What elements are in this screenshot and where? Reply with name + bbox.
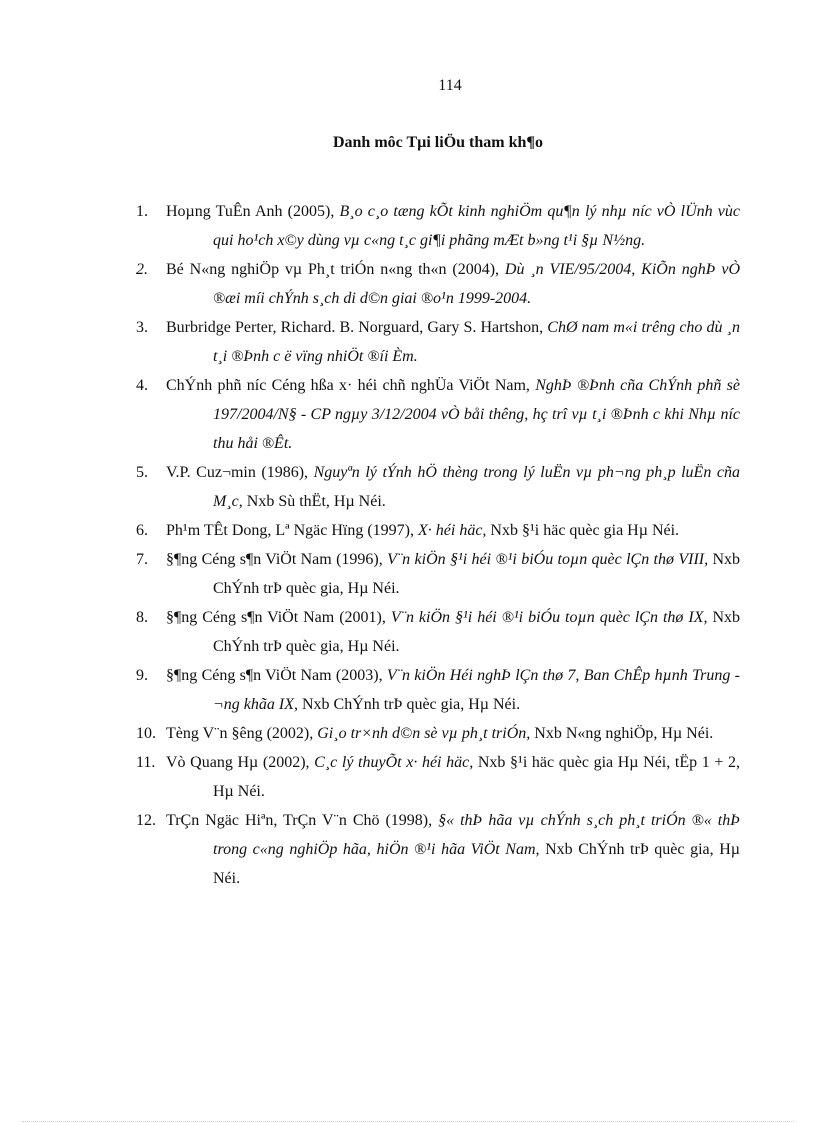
- reference-title: §« thÞ hãa vµ chÝnh s¸ch ph¸t triÓn ®« thÞ trong c«ng nghiÖp hãa, hiÖn ®¹i hãa ViÖt Nam,: [213, 812, 740, 858]
- reference-number: 12.: [136, 812, 156, 829]
- reference-item: [136, 516, 740, 545]
- reference-item: [136, 603, 740, 661]
- reference-authors: V.P. Cuz¬min (1986),: [166, 464, 314, 481]
- reference-number: 4.: [136, 377, 148, 394]
- reference-title: V¨n kiÖn §¹i héi ®¹i biÓu toµn quèc lÇn thø VIII,: [387, 551, 709, 568]
- reference-number: 5.: [136, 464, 148, 481]
- reference-number: 6.: [136, 522, 148, 539]
- reference-title: Nguyªn lý tÝnh hÖ thèng trong lý luËn vµ ph¬ng ph¸p luËn cña M¸c: [213, 464, 740, 510]
- reference-publisher: Nxb ChÝnh trÞ quèc gia, Hµ Néi.: [213, 841, 740, 887]
- page-title: Danh môc Tµi liÖu tham kh¶o: [332, 134, 544, 151]
- reference-number: 9.: [136, 667, 148, 684]
- reference-number: 7.: [136, 551, 148, 568]
- reference-authors: Bé N«ng nghiÖp vµ Ph¸t triÓn n«ng th«n (2004),: [166, 261, 505, 278]
- reference-authors: Burbridge Perter, Richard. B. Norguard, Gary S. Hartshon,: [166, 319, 548, 336]
- page-bottom-divider: [22, 1121, 794, 1122]
- reference-item: [136, 458, 740, 516]
- reference-publisher: Nxb ChÝnh trÞ quèc gia, Hµ Néi.: [213, 551, 740, 597]
- reference-item: [136, 661, 740, 719]
- reference-authors: §¶ng Céng s¶n ViÖt Nam (2001),: [166, 609, 391, 626]
- reference-authors: §¶ng Céng s¶n ViÖt Nam (1996),: [166, 551, 388, 568]
- reference-title: C¸c lý thuyÕt x· héi häc,: [314, 754, 474, 771]
- reference-item: [136, 806, 740, 893]
- reference-item: [136, 719, 740, 748]
- reference-publisher: Nxb ChÝnh trÞ quèc gia, Hµ Néi.: [213, 609, 741, 655]
- reference-publisher: , Nxb Sù thËt, Hµ Néi.: [238, 493, 386, 510]
- reference-publisher: Nxb ChÝnh trÞ quèc gia, Hµ Néi.: [298, 696, 521, 713]
- reference-authors: §¶ng Céng s¶n ViÖt Nam (2003),: [166, 667, 387, 684]
- reference-title: ChØ nam m«i trêng cho dù ¸n t¸i ®Þnh c ë vïng nhiÖt ®íi Èm.: [213, 319, 741, 365]
- reference-number: 3.: [136, 319, 148, 336]
- reference-title: X· héi häc,: [418, 522, 487, 539]
- reference-title: V¨n kiÖn §¹i héi ®¹i biÓu toµn quèc lÇn thø IX,: [390, 609, 708, 626]
- page-number: 114: [438, 77, 462, 94]
- reference-item: [136, 197, 740, 255]
- reference-authors: Vò Quang Hµ (2002),: [166, 754, 315, 771]
- reference-authors: TrÇn Ngäc Hiªn, TrÇn V¨n Chö (1998),: [166, 812, 439, 829]
- reference-publisher: Nxb §¹i häc quèc gia Hµ Néi.: [486, 522, 680, 539]
- reference-item: [136, 255, 740, 313]
- reference-title: Gi¸o tr×nh d©n sè vµ ph¸t triÓn,: [317, 725, 531, 742]
- reference-title: B¸o c¸o tæng kÕt kinh nghiÖm qu¶n lý nhµ níc vÒ lÜnh vùc qui ho¹ch x©y dùng vµ c«ng t¸c gi¶i phãng mÆt b»ng t¹i §µ N½ng.: [213, 203, 740, 249]
- reference-publisher: Nxb §¹i häc quèc gia Hµ Néi, tËp 1 + 2, Hµ Néi.: [213, 754, 740, 800]
- reference-item: [136, 748, 740, 806]
- reference-item: [136, 313, 740, 371]
- reference-authors: ChÝnh phñ níc Céng hßa x· héi chñ nghÜa ViÖt Nam,: [166, 377, 536, 394]
- reference-number: 11.: [136, 754, 156, 771]
- reference-authors: Ph¹m TÊt Dong, Lª Ngäc Hïng (1997),: [166, 522, 418, 539]
- reference-list: [136, 197, 740, 893]
- reference-title: Dù ¸n VIE/95/2004, KiÕn nghÞ vÒ ®æi míi chÝnh s¸ch di d©n giai ®o¹n 1999-2004.: [213, 261, 741, 307]
- reference-number: 10.: [136, 725, 156, 742]
- reference-authors: Hoµng TuÊn Anh (2005),: [166, 203, 340, 220]
- reference-number: 2.: [136, 261, 148, 278]
- reference-item: [136, 371, 740, 458]
- reference-title: V¨n kiÖn Héi nghÞ lÇn thø 7, Ban ChÊp hµnh Trung ¬ng khãa IX,: [213, 667, 740, 713]
- reference-publisher: Nxb N«ng nghiÖp, Hµ Néi.: [530, 725, 714, 742]
- reference-title: NghÞ ®Þnh cña ChÝnh phñ sè 197/2004/N§ - CP ngµy 3/12/2004 vÒ båi thêng, hç trî vµ t¸i ®Þnh c khi Nhµ níc thu håi ®Êt.: [213, 377, 740, 452]
- reference-authors: Tèng V¨n §êng (2002),: [166, 725, 318, 742]
- reference-number: 8.: [136, 609, 148, 626]
- reference-item: [136, 545, 740, 603]
- reference-number: 1.: [136, 203, 148, 220]
